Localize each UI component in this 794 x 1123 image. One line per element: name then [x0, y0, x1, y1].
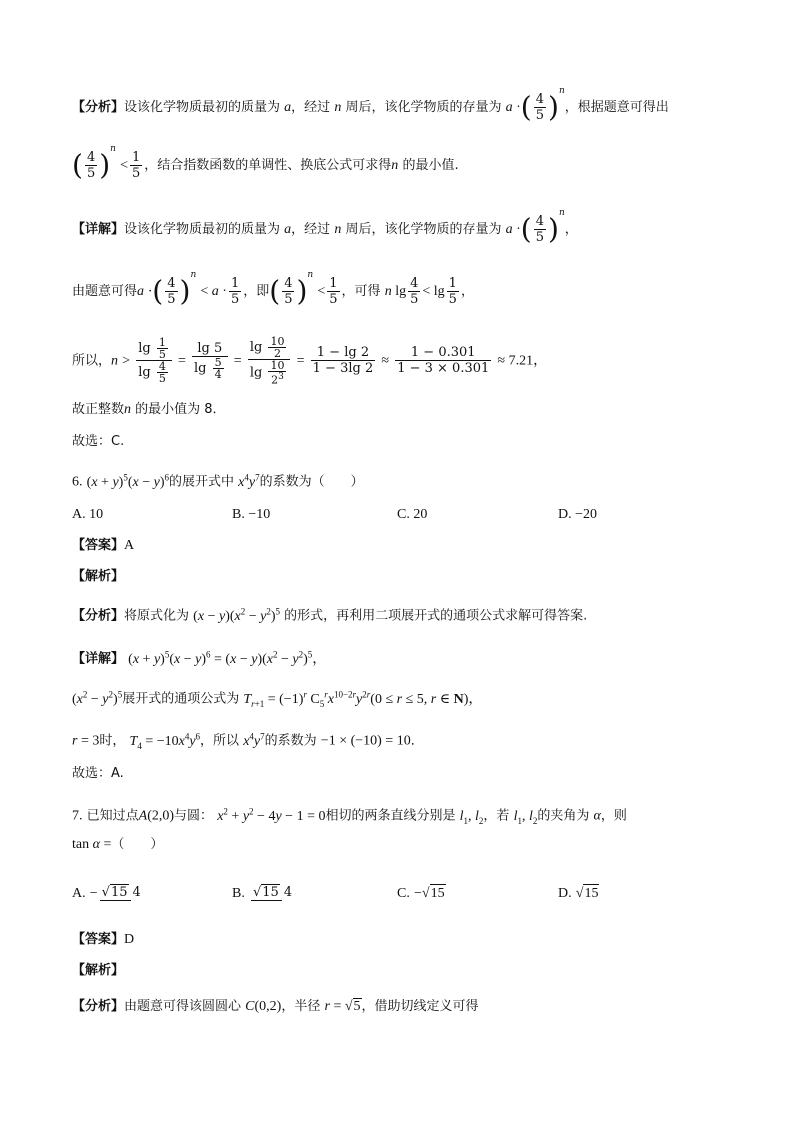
choose-c: 故选：C.: [72, 434, 125, 449]
question-7: 7. 已知过点A(2,0)与圆： $x^2 + y^2 - 4y - 1 = 0$相切的两条直线分别是 $l_1$, $l_2$，若 $l_1$, $l_2$的夹角为 α，则: [72, 806, 627, 826]
option-a: A. − √15 4: [72, 885, 141, 901]
question-7-answer: 【答案】D: [72, 932, 135, 947]
option-c: C. 20: [397, 507, 428, 522]
question-7-options: [72, 872, 722, 916]
detail-line-3: 所以，n > lg $\frac{1}{5}$ lg $\frac{4}{5}$ = lg 5 lg $\frac{5}{4}$ = lg $\frac{10}{2}$ lg $\frac{10}{2^3}$ = $\frac{1 - \lg 2}{1 - 3\lg 2}$ ≈ $\frac{1 - 0.301}{1 - 3 \times 0.301}$ ≈ 7.21，: [72, 335, 548, 387]
option-a: A. 10: [72, 507, 104, 522]
question-6-analysis: 【分析】将原式化为 $(x - y)(x^2 - y^2)^5$ 的形式，再利用二项展开式的通项公式求解可得答案.: [72, 606, 588, 624]
question-6-detail-3: r = 3时， $T_4 = -10x^4y^6$，所以 $x^4y^7$的系数为 −1 × (−10) = 10．: [72, 731, 424, 751]
detail-line-1: 【详解】设该化学物质最初的质量为 a，经过 n 周后，该化学物质的存量为 a ·( $\frac{4}{5}$ )$^n$，: [72, 208, 578, 246]
question-7-analysis: 【分析】由题意可得该圆圆心 C(0,2)，半径 r = √5，借助切线定义可得: [72, 999, 479, 1014]
choose-a: 故选：A.: [72, 766, 124, 781]
detail-line-2: 由题意可得a ·( $\frac{4}{5}$ )$^n$ < a · $\frac{1}{5}$ ，即( $\frac{4}{5}$ )$^n$ < $\frac{1}{5}$ ，可得 n lg $\frac{4}{5}$ < lg $\frac{1}{5}$ ，: [72, 270, 474, 308]
question-7-jiexi: 【解析】: [72, 963, 125, 978]
question-6-jiexi: 【解析】: [72, 569, 125, 584]
option-d: D. √15: [558, 886, 599, 901]
analysis-line-2: ( $\frac{4}{5}$ )$^n$ < $\frac{1}{5}$ ，结合指数函数的单调性、换底公式可求得n 的最小值.: [72, 144, 459, 182]
question-6: 6. $(x + y)^5(x - y)^6$的展开式中 $x^4y^7$的系数为（ ）: [72, 472, 364, 490]
question-6-answer: 【答案】A: [72, 538, 135, 553]
option-d: D. −20: [558, 507, 598, 522]
question-6-detail-2: $(x^2 - y^2)^5$展开式的通项公式为 $T_{r+1} = (-1)^r$ $C_5^rx^{10-2r}y^{2r}(0 \le r \le 5$, r ∈ N)，: [72, 689, 483, 709]
option-c: C. −√15: [397, 886, 445, 901]
detail-tag: 【详解】: [72, 222, 125, 237]
option-b: B. −10: [232, 507, 271, 522]
detail-line-4: 故正整数n 的最小值为 8．: [72, 402, 226, 417]
option-b: B. √15 4: [232, 885, 293, 901]
question-7-tan: tan α =（ ）: [72, 837, 164, 852]
analysis-line-1: 【分析】设该化学物质最初的质量为 a，经过 n 周后，该化学物质的存量为 a ·( $\frac{4}{5}$ )$^n$，根据题意可得出: [72, 86, 669, 124]
question-6-detail-1: 【详解】 $(x + y)^5(x - y)^6 = (x - y)(x^2 - y^2)^5$，: [72, 649, 327, 667]
analysis-tag: 【分析】: [72, 100, 125, 115]
